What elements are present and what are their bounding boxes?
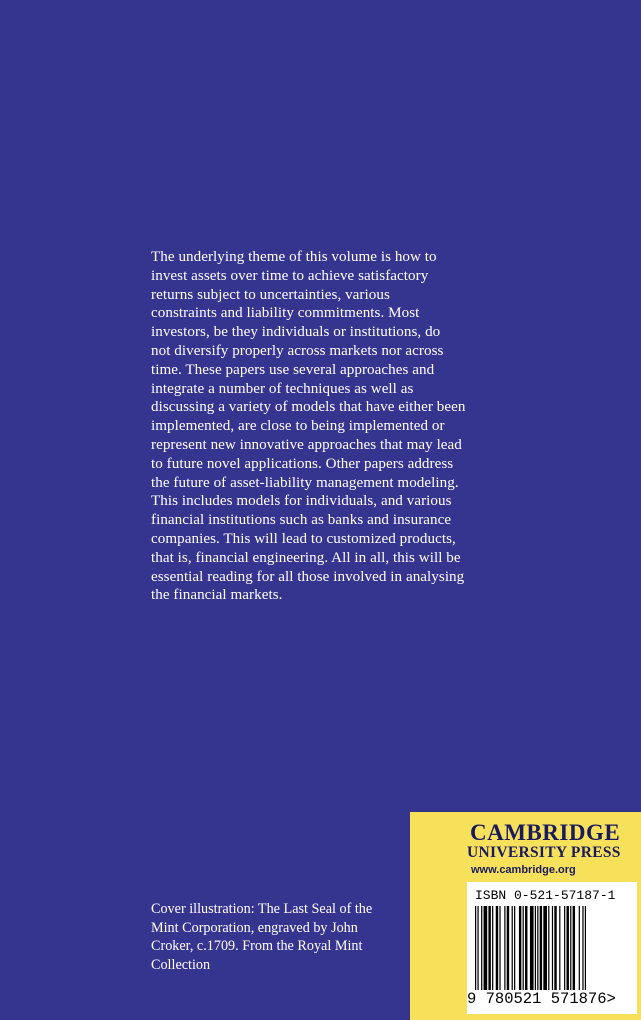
barcode: [467, 882, 637, 1014]
barcode-tail: >: [606, 990, 616, 1008]
blurb-line: investors, be they individuals or institutions, do: [151, 324, 441, 341]
blurb-line: that is, financial engineering. All in all, this will be: [151, 549, 461, 566]
publisher-panel: [410, 812, 641, 1020]
blurb-line: constraints and liability commitments. Most: [151, 305, 420, 322]
blurb-line: implemented, are close to being implemented or: [151, 418, 445, 435]
blurb-line: integrate a number of techniques as well as: [151, 380, 414, 397]
credit-line: Mint Corporation, engraved by John: [151, 919, 358, 936]
publisher-url: www.cambridge.org: [471, 864, 576, 876]
blurb-line: represent new innovative approaches that may lead: [151, 436, 462, 453]
barcode-bars-icon: [475, 906, 625, 990]
blurb-line: discussing a variety of models that have either been: [151, 399, 466, 416]
cover-illustration-credit: [151, 900, 401, 974]
credit-line: Collection: [151, 956, 211, 973]
blurb-line: This includes models for individuals, and various: [151, 493, 452, 510]
blurb-line: the financial markets.: [151, 587, 283, 604]
blurb-line: invest assets over time to achieve satisfactory: [151, 267, 429, 284]
blurb-line: financial institutions such as banks and insurance: [151, 512, 452, 529]
publisher-name: CAMBRIDGE: [470, 820, 621, 845]
blurb-line: companies. This will lead to customized products,: [151, 530, 456, 547]
barcode-digits: [467, 990, 616, 1008]
blurb-line: not diversify properly across markets nor across: [151, 342, 444, 359]
back-cover-blurb: [151, 248, 496, 605]
blurb-line: essential reading for all those involved in analysing: [151, 568, 465, 585]
blurb-line: The underlying theme of this volume is how to: [151, 249, 437, 265]
blurb-line: the future of asset-liability management modeling.: [151, 474, 459, 491]
credit-line: Croker, c.1709. From the Royal Mint: [151, 938, 363, 954]
isbn-label: ISBN 0-521-57187-1: [475, 888, 616, 903]
blurb-line: returns subject to uncertainties, various: [151, 286, 390, 303]
barcode-number: 9 780521 571876: [467, 990, 607, 1008]
blurb-line: time. These papers use several approaches and: [151, 361, 435, 378]
blurb-line: to future novel applications. Other papers address: [151, 455, 454, 472]
publisher-subname: UNIVERSITY PRESS: [467, 844, 621, 861]
credit-line: Cover illustration: The Last Seal of the: [151, 901, 373, 917]
